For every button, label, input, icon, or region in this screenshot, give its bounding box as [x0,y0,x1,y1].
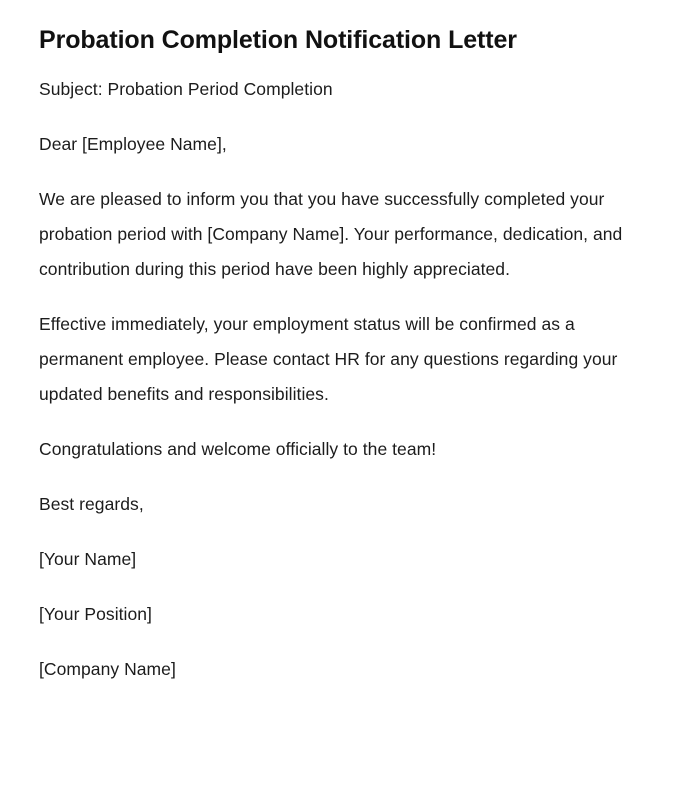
signature-name: [Your Name] [39,549,137,569]
closing-line: Best regards, [39,494,144,514]
page-title: Probation Completion Notification Letter [39,26,517,54]
body-paragraph-1: We are pleased to inform you that you have successfully completed your probation period with [Company Name]. Your performance, dedication, and contribution during this period have been highly appreciated. [39,189,623,279]
body-paragraph-2: Effective immediately, your employment status will be confirmed as a permanent employee. Please contact HR for any questions regarding your updated benefits and responsibilities. [39,314,618,404]
signature-company: [Company Name] [39,659,176,679]
salutation: Dear [Employee Name], [39,134,227,154]
subject-line: Subject: Probation Period Completion [39,79,333,99]
body-paragraph-3: Congratulations and welcome officially to the team! [39,439,437,459]
signature-position: [Your Position] [39,604,152,624]
letter-body [39,72,627,687]
